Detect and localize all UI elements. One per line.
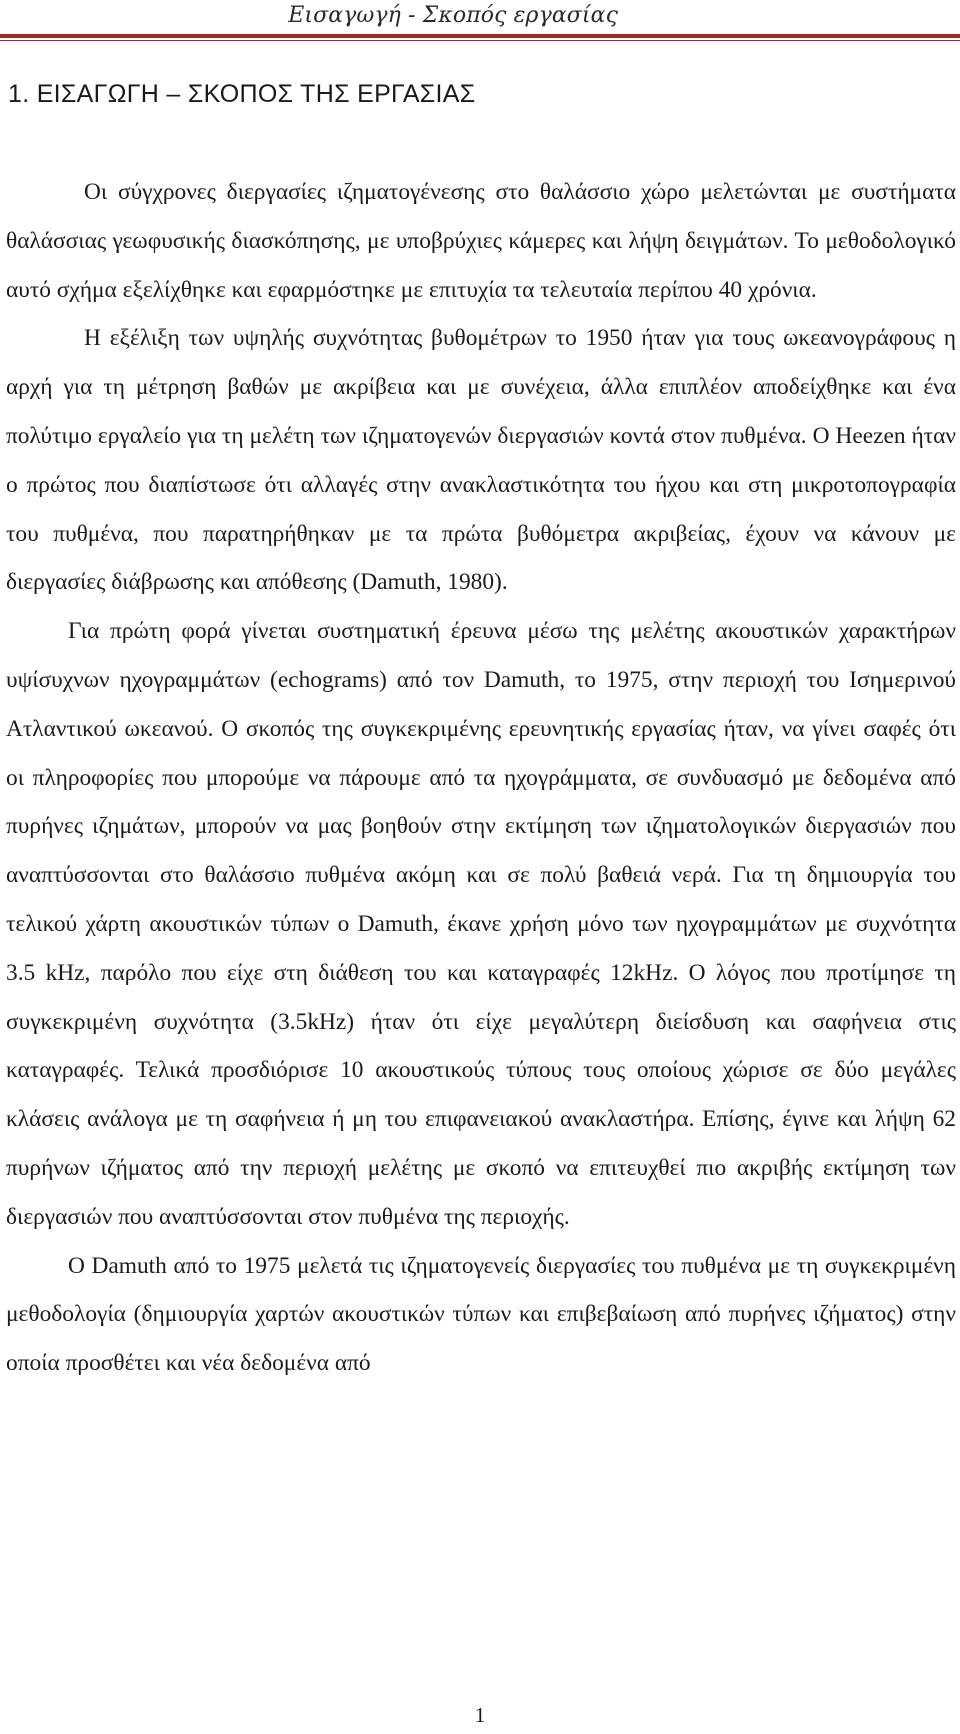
body-text <box>6 168 956 1388</box>
header-rule-thick <box>0 34 960 38</box>
paragraph-intro: Οι σύγχρονες διεργασίες ιζηματογένεσης στο θαλάσσιο χώρο μελετώνται με συστήματα θαλάσσιας γεωφυσικής διασκόπησης, με υποβρύχιες κάμερες και λήψη δειγμάτων. Το μεθοδολογικό αυτό σχήμα εξελίχθηκε και εφαρμόστηκε με επιτυχία τα τελευταία περίπου 40 χρόνια. <box>6 179 956 303</box>
header-rule-thin <box>0 40 960 41</box>
page-number: 1 <box>474 1703 486 1727</box>
running-header-title: Εισαγωγή - Σκοπός εργασίας <box>288 3 618 28</box>
running-header <box>0 0 960 40</box>
paragraph-echosounders: Η εξέλιξη των υψηλής συχνότητας βυθομέτρων το 1950 ήταν για τους ωκεανογράφους η αρχή για τη μέτρηση βαθών με ακρίβεια και με συνέχεια, άλλα επιπλέον αποδείχθηκε και ένα πολύτιμο εργαλείο για τη μελέτη των ιζηματογενών διεργασιών κοντά στον πυθμένα. Ο Heezen ήταν ο πρώτος που διαπίστωσε ότι αλλαγές στην ανακλαστικότητα του ήχου και στη μικροτοπογραφία του πυθμένα, που παρατηρήθηκαν με τα πρώτα βυθόμετρα ακριβείας, έχουν να κάνουν με διεργασίες διάβρωσης και απόθεσης (Damuth, 1980). <box>6 325 956 596</box>
chapter-heading: 1. ΕΙΣΑΓΩΓΗ – ΣΚΟΠΟΣ ΤΗΣ ΕΡΓΑΣΙΑΣ <box>8 80 476 108</box>
paragraph-damuth-1975: Για πρώτη φορά γίνεται συστηματική έρευνα μέσω της μελέτης ακουστικών χαρακτήρων υψίσυχνων ηχογραμμάτων (echograms) από τον Damuth, το 1975, στην περιοχή του Ισημερινού Ατλαντικού ωκεανού. Ο σκοπός της συγκεκριμένης ερευνητικής εργασίας ήταν, να γίνει σαφές ότι οι πληροφορίες που μπορούμε να πάρουμε από τα ηχογράμματα, σε συνδυασμό με δεδομένα από πυρήνες ιζημάτων, μπορούν να μας βοηθούν στην εκτίμηση των ιζηματολογικών διεργασιών που αναπτύσσονται στο θαλάσσιο πυθμένα ακόμη και σε πολύ βαθειά νερά. Για τη δημιουργία του τελικού χάρτη ακουστικών τύπων ο Damuth, έκανε χρήση μόνο των ηχογραμμάτων με συχνότητα 3.5 kHz, παρόλο που είχε στη διάθεση του και καταγραφές 12kHz. Ο λόγος που προτίμησε τη συγκεκριμένη συχνότητα (3.5kHz) ήταν ότι είχε μεγαλύτερη διείσδυση και σαφήνεια στις καταγραφές. Τελικά προσδιόρισε 10 ακουστικούς τύπους τους οποίους χώρισε σε δύο μεγάλες κλάσεις ανάλογα με τη σαφήνεια ή μη του επιφανειακού ανακλαστήρα. Επίσης, έγινε και λήψη 62 πυρήνων ιζήματος από την περιοχή μελέτης με σκοπό να επιτευχθεί πιο ακριβής εκτίμηση των διεργασιών που αναπτύσσονται στον πυθμένα της περιοχής. <box>6 618 956 1230</box>
paragraph-damuth-methodology: Ο Damuth από το 1975 μελετά τις ιζηματογενείς διεργασίες του πυθμένα με τη συγκεκριμένη μεθοδολογία (δημιουργία χαρτών ακουστικών τύπων και επιβεβαίωση από πυρήνες ιζήματος) στην οποία προσθέτει και νέα δεδομένα από <box>6 1252 956 1377</box>
